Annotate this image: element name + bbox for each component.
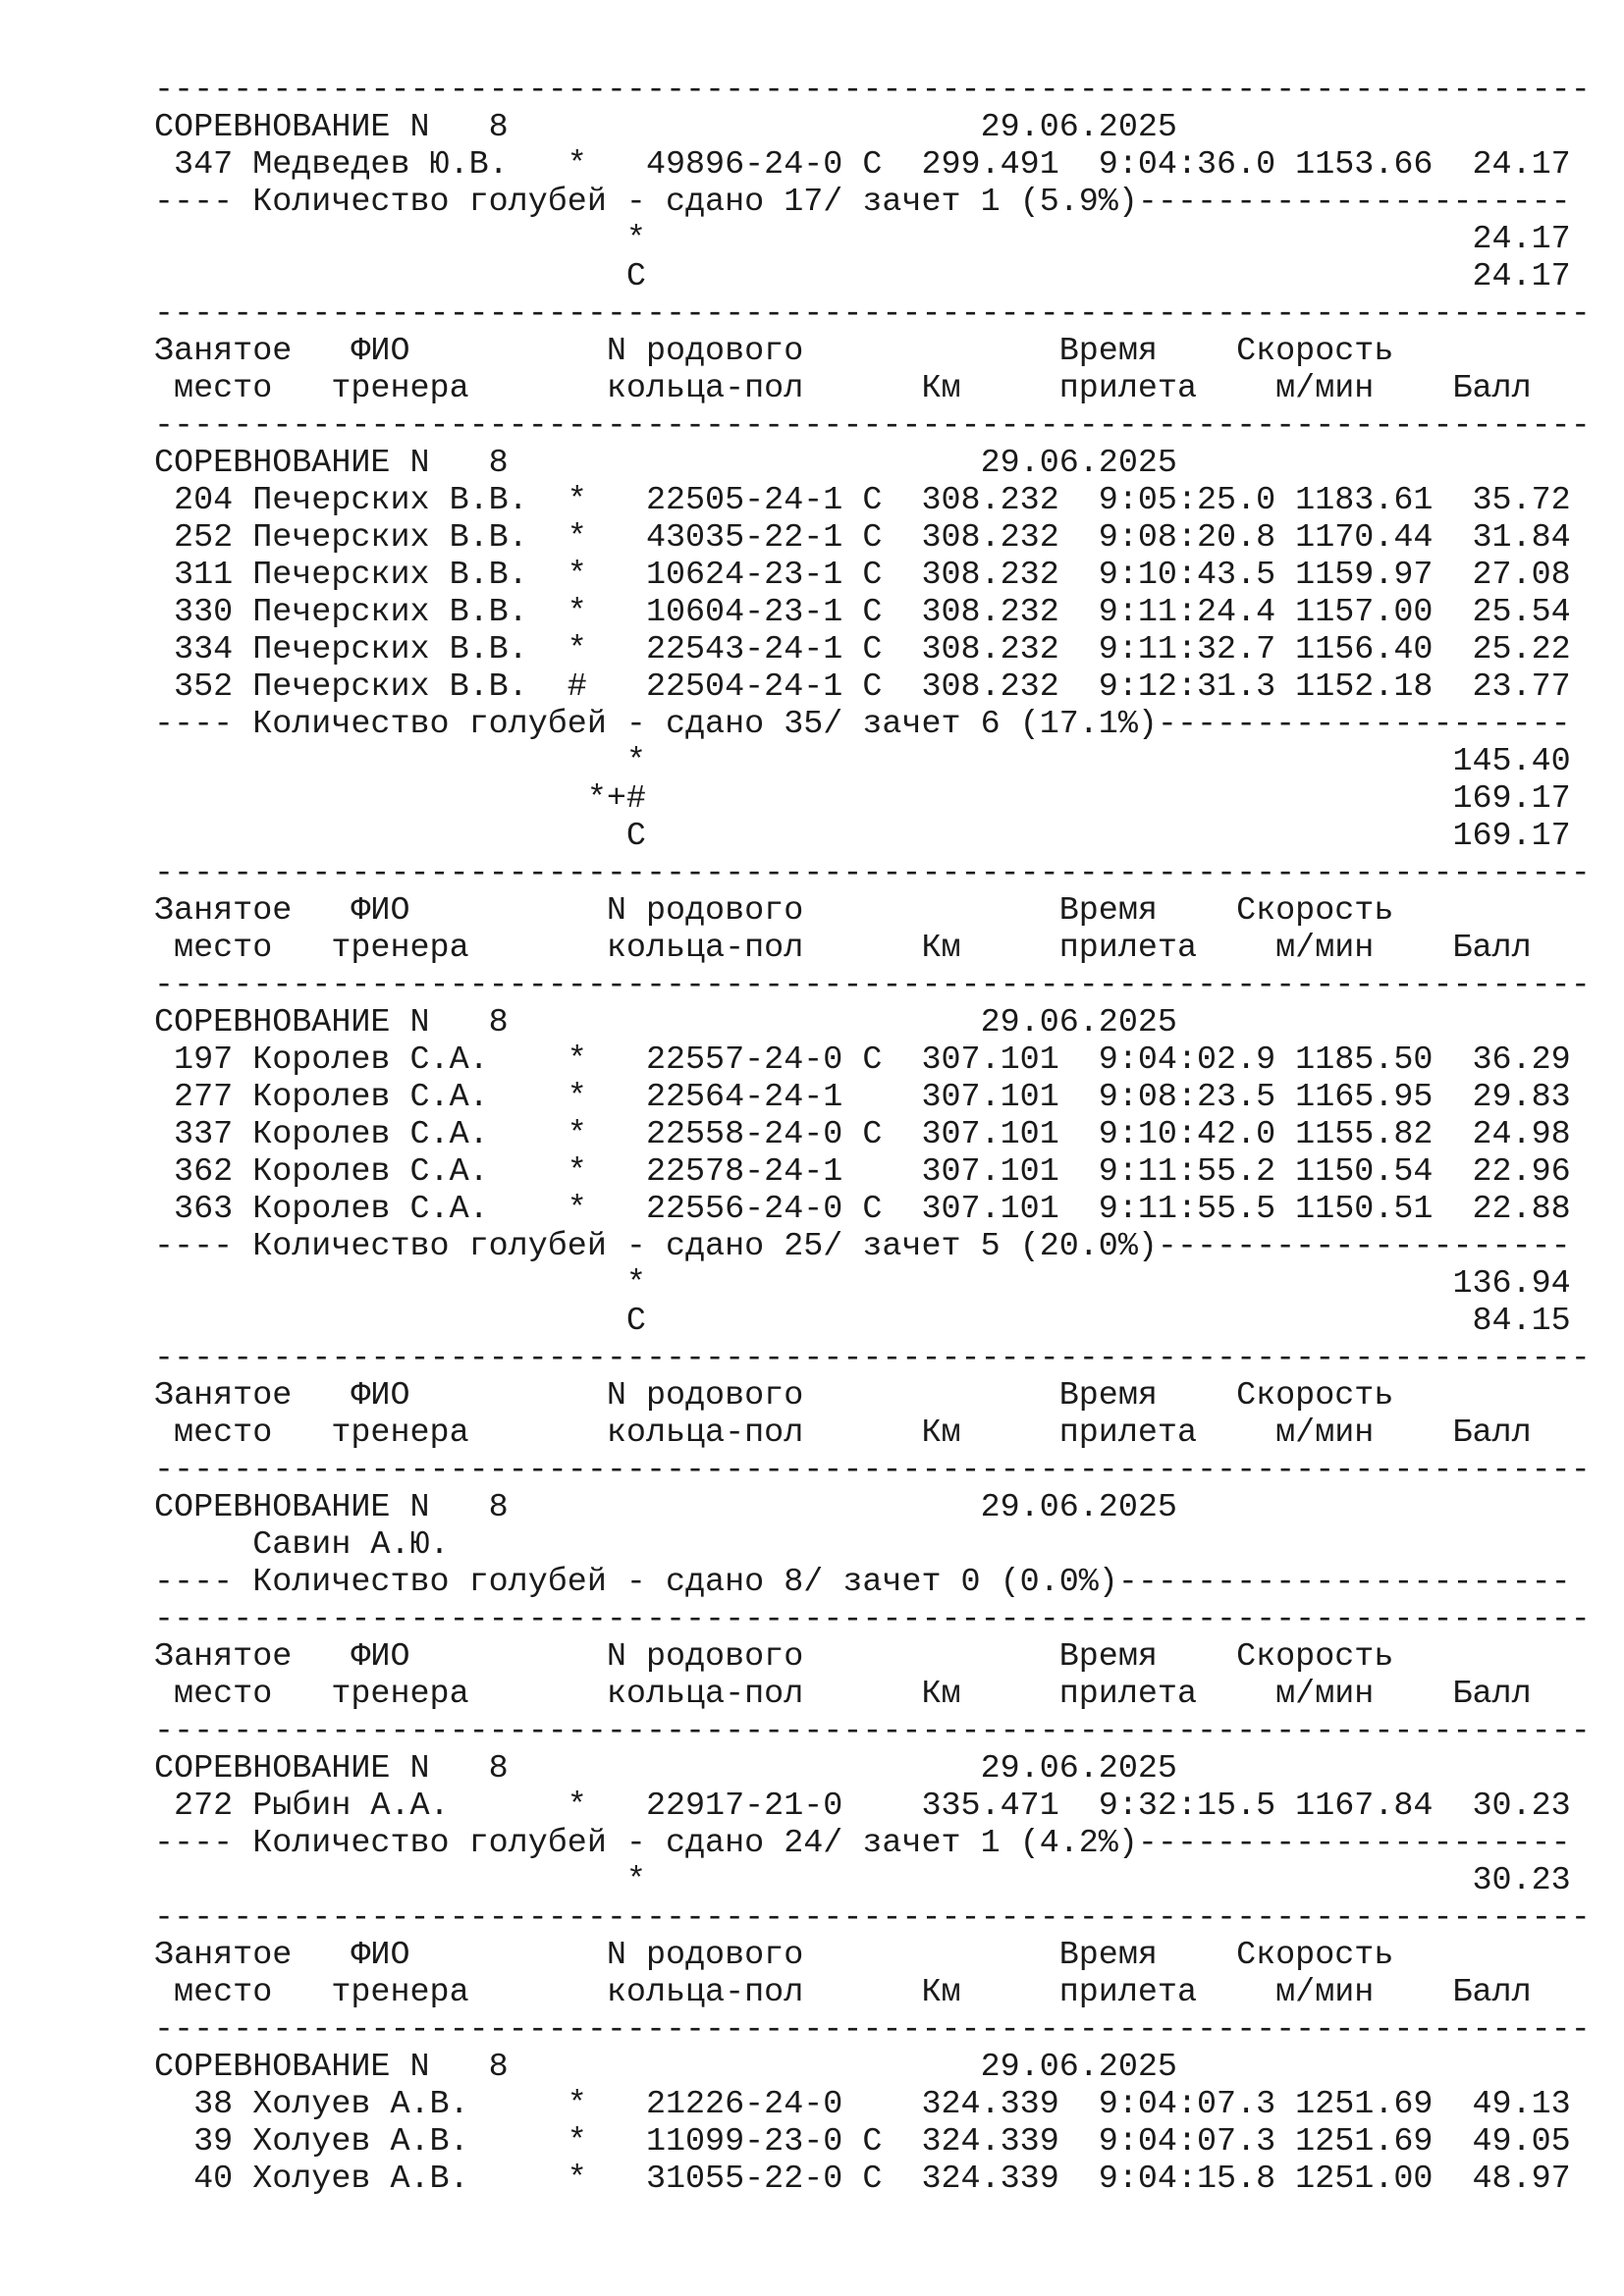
competition-header: СОРЕВНОВАНИЕ N 8 29.06.2025 (154, 1004, 1177, 1041)
separator-line: ------------------------------------------------------------------------- (154, 967, 1591, 1004)
separator-line: ------------------------------------------------------------------------- (154, 295, 1591, 333)
participant-line: Савин А.Ю. (154, 1526, 450, 1564)
competition-header: СОРЕВНОВАНИЕ N 8 29.06.2025 (154, 109, 1177, 146)
result-row: 347 Медведев Ю.В. * 49896-24-0 C 299.491 9:04:36.0 1153.66 24.17 (154, 146, 1571, 184)
results-printout (154, 72, 1591, 2198)
separator-line: ------------------------------------------------------------------------- (154, 1899, 1591, 1937)
pigeon-count-summary: ---- Количество голубей - сдано 24/ зачет 1 (4.2%)---------------------- (154, 1825, 1571, 1862)
separator-line: ------------------------------------------------------------------------- (154, 407, 1591, 445)
column-header: Занятое ФИО N родового Время Скорость (154, 1377, 1394, 1415)
column-header: Занятое ФИО N родового Время Скорость (154, 1638, 1394, 1676)
points-total: * 30.23 (154, 1862, 1571, 1899)
competition-header: СОРЕВНОВАНИЕ N 8 29.06.2025 (154, 1489, 1177, 1526)
column-header: место тренера кольца-пол Км прилета м/мин Балл (154, 1676, 1532, 1713)
points-total: * 136.94 (154, 1265, 1571, 1303)
separator-line: ------------------------------------------------------------------------- (154, 1452, 1591, 1489)
pigeon-count-summary: ---- Количество голубей - сдано 25/ зачет 5 (20.0%)--------------------- (154, 1228, 1571, 1265)
column-header: Занятое ФИО N родового Время Скорость (154, 1937, 1394, 1974)
result-row: 272 Рыбин А.А. * 22917-21-0 335.471 9:32:15.5 1167.84 30.23 (154, 1788, 1571, 1825)
points-total: C 24.17 (154, 258, 1571, 295)
competition-header: СОРЕВНОВАНИЕ N 8 29.06.2025 (154, 1750, 1177, 1788)
separator-line: ------------------------------------------------------------------------- (154, 1340, 1591, 1377)
separator-line: ------------------------------------------------------------------------- (154, 1601, 1591, 1638)
column-header: место тренера кольца-пол Км прилета м/мин Балл (154, 1415, 1532, 1452)
result-row: 311 Печерских В.В. * 10624-23-1 C 308.232 9:10:43.5 1159.97 27.08 (154, 557, 1571, 594)
column-header: место тренера кольца-пол Км прилета м/мин Балл (154, 370, 1532, 407)
result-row: 337 Королев С.А. * 22558-24-0 C 307.101 9:10:42.0 1155.82 24.98 (154, 1116, 1571, 1153)
result-row: 277 Королев С.А. * 22564-24-1 307.101 9:08:23.5 1165.95 29.83 (154, 1079, 1571, 1116)
pigeon-count-summary: ---- Количество голубей - сдано 8/ зачет 0 (0.0%)----------------------- (154, 1564, 1571, 1601)
column-header: Занятое ФИО N родового Время Скорость (154, 333, 1394, 370)
points-total: * 145.40 (154, 743, 1571, 780)
result-row: 204 Печерских В.В. * 22505-24-1 C 308.232 9:05:25.0 1183.61 35.72 (154, 482, 1571, 519)
points-total: C 169.17 (154, 818, 1571, 855)
result-row: 363 Королев С.А. * 22556-24-0 C 307.101 9:11:55.5 1150.51 22.88 (154, 1191, 1571, 1228)
result-row: 197 Королев С.А. * 22557-24-0 C 307.101 9:04:02.9 1185.50 36.29 (154, 1041, 1571, 1079)
pigeon-count-summary: ---- Количество голубей - сдано 35/ зачет 6 (17.1%)--------------------- (154, 706, 1571, 743)
points-total: C 84.15 (154, 1303, 1571, 1340)
column-header: место тренера кольца-пол Км прилета м/мин Балл (154, 1974, 1532, 2011)
result-row: 362 Королев С.А. * 22578-24-1 307.101 9:11:55.2 1150.54 22.96 (154, 1153, 1571, 1191)
result-row: 352 Печерских В.В. # 22504-24-1 C 308.232 9:12:31.3 1152.18 23.77 (154, 668, 1571, 706)
separator-line: ------------------------------------------------------------------------- (154, 855, 1591, 892)
separator-line: ------------------------------------------------------------------------- (154, 1713, 1591, 1750)
result-row: 334 Печерских В.В. * 22543-24-1 C 308.232 9:11:32.7 1156.40 25.22 (154, 631, 1571, 668)
result-row: 38 Холуев А.В. * 21226-24-0 324.339 9:04:07.3 1251.69 49.13 (154, 2086, 1571, 2123)
result-row: 252 Печерских В.В. * 43035-22-1 C 308.232 9:08:20.8 1170.44 31.84 (154, 519, 1571, 557)
result-row: 40 Холуев А.В. * 31055-22-0 C 324.339 9:04:15.8 1251.00 48.97 (154, 2161, 1571, 2198)
separator-line: ------------------------------------------------------------------------- (154, 72, 1591, 109)
pigeon-count-summary: ---- Количество голубей - сдано 17/ зачет 1 (5.9%)---------------------- (154, 184, 1571, 221)
result-row: 330 Печерских В.В. * 10604-23-1 C 308.232 9:11:24.4 1157.00 25.54 (154, 594, 1571, 631)
separator-line: ------------------------------------------------------------------------- (154, 2011, 1591, 2049)
points-total: * 24.17 (154, 221, 1571, 258)
column-header: Занятое ФИО N родового Время Скорость (154, 892, 1394, 930)
competition-header: СОРЕВНОВАНИЕ N 8 29.06.2025 (154, 2049, 1177, 2086)
result-row: 39 Холуев А.В. * 11099-23-0 C 324.339 9:04:07.3 1251.69 49.05 (154, 2123, 1571, 2161)
competition-header: СОРЕВНОВАНИЕ N 8 29.06.2025 (154, 445, 1177, 482)
points-total: *+# 169.17 (154, 780, 1571, 818)
column-header: место тренера кольца-пол Км прилета м/мин Балл (154, 930, 1532, 967)
